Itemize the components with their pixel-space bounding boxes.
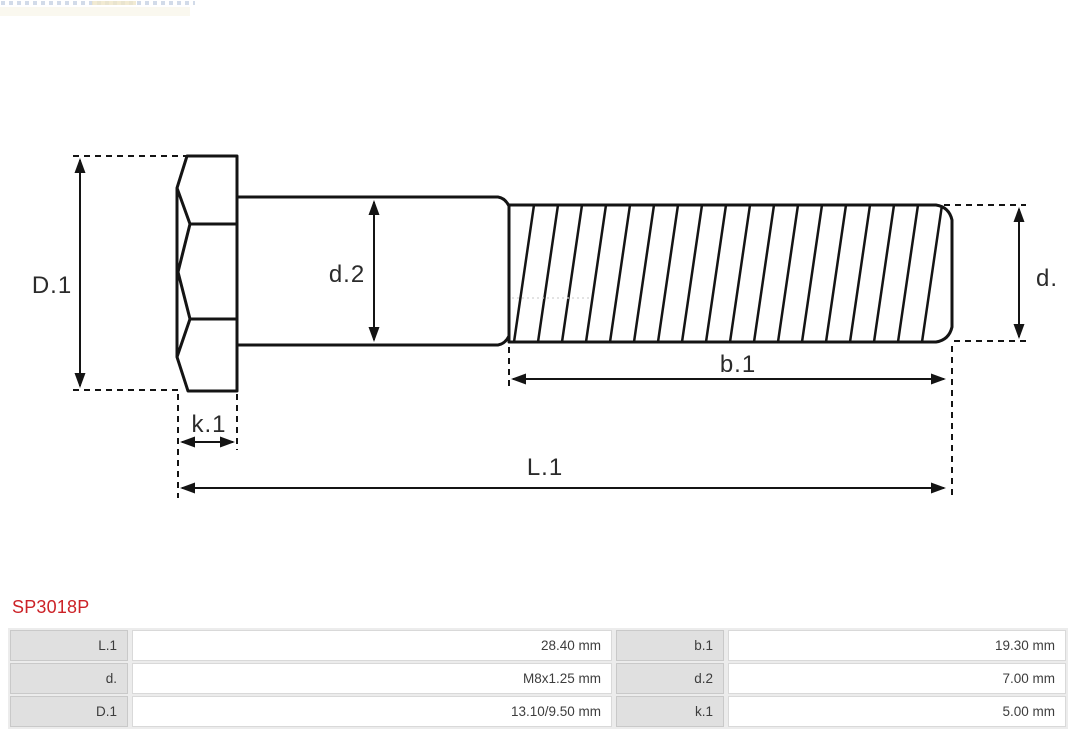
dim-label-thread-diameter: d. [1035,265,1059,292]
spec-label-cell: b.1 [616,630,724,661]
spec-value-cell: 19.30 mm [728,630,1066,661]
spec-value-cell: 13.10/9.50 mm [132,696,612,727]
spec-value-cell: 28.40 mm [132,630,612,661]
spec-value-cell: 5.00 mm [728,696,1066,727]
spec-row [10,696,1066,727]
dim-label-total-length: L.1 [526,454,564,481]
dim-label-head-diameter: D.1 [31,272,73,299]
spec-label-cell: d.2 [616,663,724,694]
dim-label-head-height: k.1 [191,411,227,438]
bolt-head [177,156,237,391]
dim-label-thread-length: b.1 [719,351,757,378]
spec-label-cell: L.1 [10,630,128,661]
spec-value-cell: M8x1.25 mm [132,663,612,694]
spec-label-cell: k.1 [616,696,724,727]
part-number: SP3018P [12,597,90,617]
spec-row [10,663,1066,694]
dim-label-shank-diameter: d.2 [328,261,366,288]
spec-label-cell: d. [10,663,128,694]
spec-label-cell: D.1 [10,696,128,727]
spec-value-cell: 7.00 mm [728,663,1066,694]
spec-row [10,630,1066,661]
spec-table [8,628,1068,729]
bolt-thread-outline [509,205,952,342]
